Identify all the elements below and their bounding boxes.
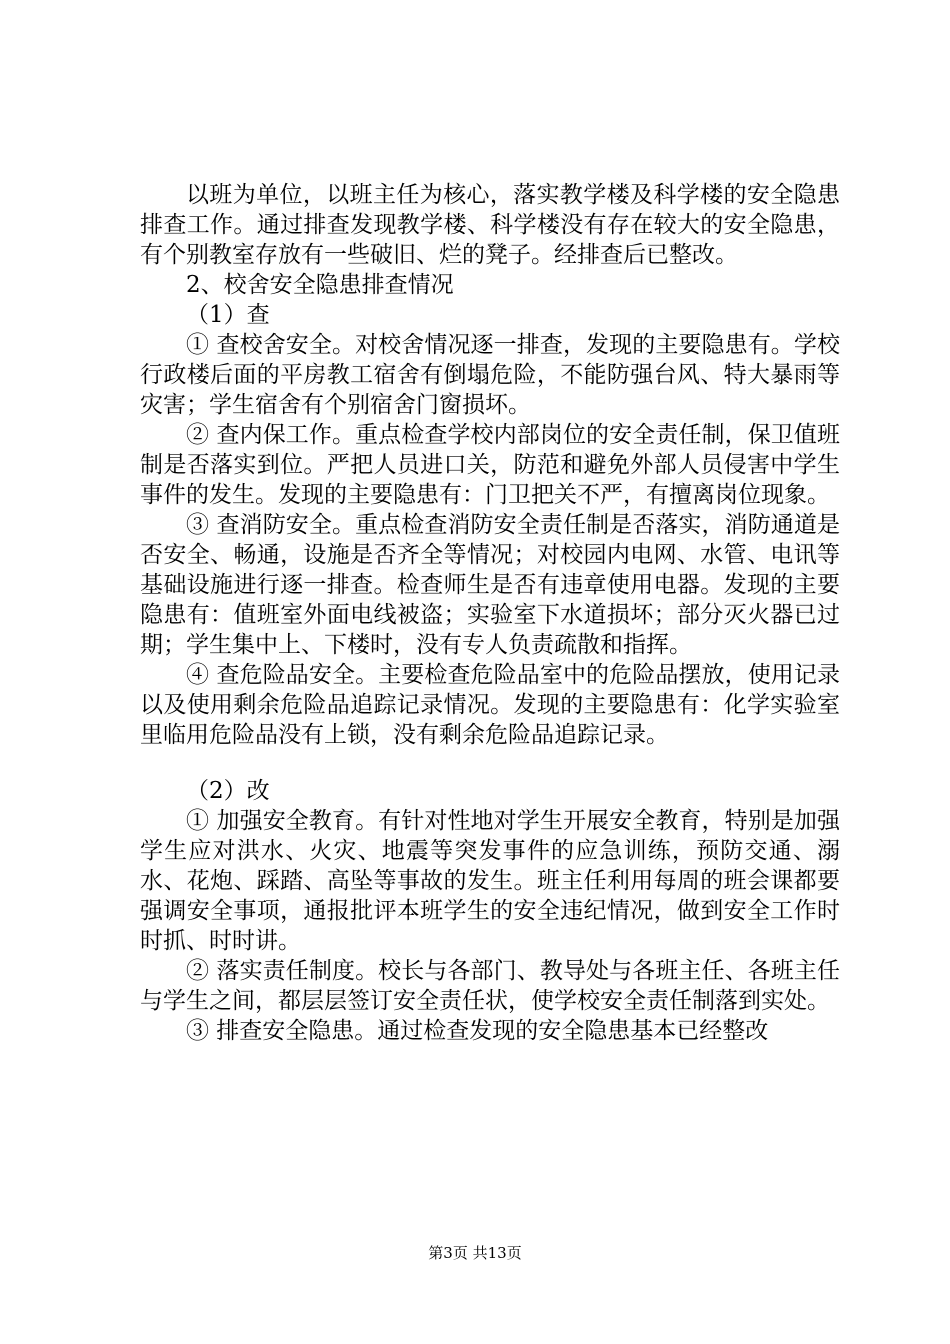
- subsection-heading-rectify: （2）改: [186, 778, 270, 804]
- subsection-heading-check: （1）查: [186, 302, 270, 328]
- paragraph-rectify-hazards: ③ 排查安全隐患。通过检查发现的安全隐患基本已经整改: [186, 1018, 769, 1044]
- section-heading-campus-inspection: 2、校舍安全隐患排查情况: [186, 272, 454, 298]
- paragraph-rectify-responsibility: ② 落实责任制度。校长与各部门、教导处与各班主任、各班主任与学生之间，都层层签订安全责任状，使学校安全责任制落到实处。: [140, 958, 840, 1014]
- document-body: [140, 180, 840, 1046]
- paragraph-intro: 以班为单位，以班主任为核心，落实教学楼及科学楼的安全隐患排查工作。通过排查发现教学楼、科学楼没有存在较大的安全隐患，有个别教室存放有一些破旧、烂的凳子。经排查后已整改。: [140, 182, 840, 268]
- paragraph-check-buildings: ① 查校舍安全。对校舍情况逐一排查，发现的主要隐患有。学校行政楼后面的平房教工宿舍有倒塌危险，不能防强台风、特大暴雨等灾害；学生宿舍有个别宿舍门窗损坏。: [140, 332, 840, 418]
- page-footer: 第3页 共13页: [428, 1244, 522, 1262]
- paragraph-rectify-education: ① 加强安全教育。有针对性地对学生开展安全教育，特别是加强学生应对洪水、火灾、地震等突发事件的应急训练，预防交通、溺水、花炮、踩踏、高坠等事故的发生。班主任利用每周的班会课都要强调安全事项，通报批评本班学生的安全违纪情况，做到安全工作时时抓、时时讲。: [140, 808, 840, 954]
- paragraph-check-fire-safety: ③ 查消防安全。重点检查消防安全责任制是否落实，消防通道是否安全、畅通，设施是否齐全等情况；对校园内电网、水管、电讯等基础设施进行逐一排查。检查师生是否有违章使用电器。发现的主要隐患有：值班室外面电线被盗；实验室下水道损坏；部分灭火器已过期；学生集中上、下楼时，没有专人负责疏散和指挥。: [140, 512, 840, 658]
- paragraph-check-security: ② 查内保工作。重点检查学校内部岗位的安全责任制，保卫值班制是否落实到位。严把人员进口关，防范和避免外部人员侵害中学生事件的发生。发现的主要隐患有：门卫把关不严，有擅离岗位现象。: [140, 422, 840, 508]
- paragraph-check-hazardous-materials: ④ 查危险品安全。主要检查危险品室中的危险品摆放，使用记录以及使用剩余危险品追踪记录情况。发现的主要隐患有：化学实验室里临用危险品没有上锁，没有剩余危险品追踪记录。: [140, 662, 840, 748]
